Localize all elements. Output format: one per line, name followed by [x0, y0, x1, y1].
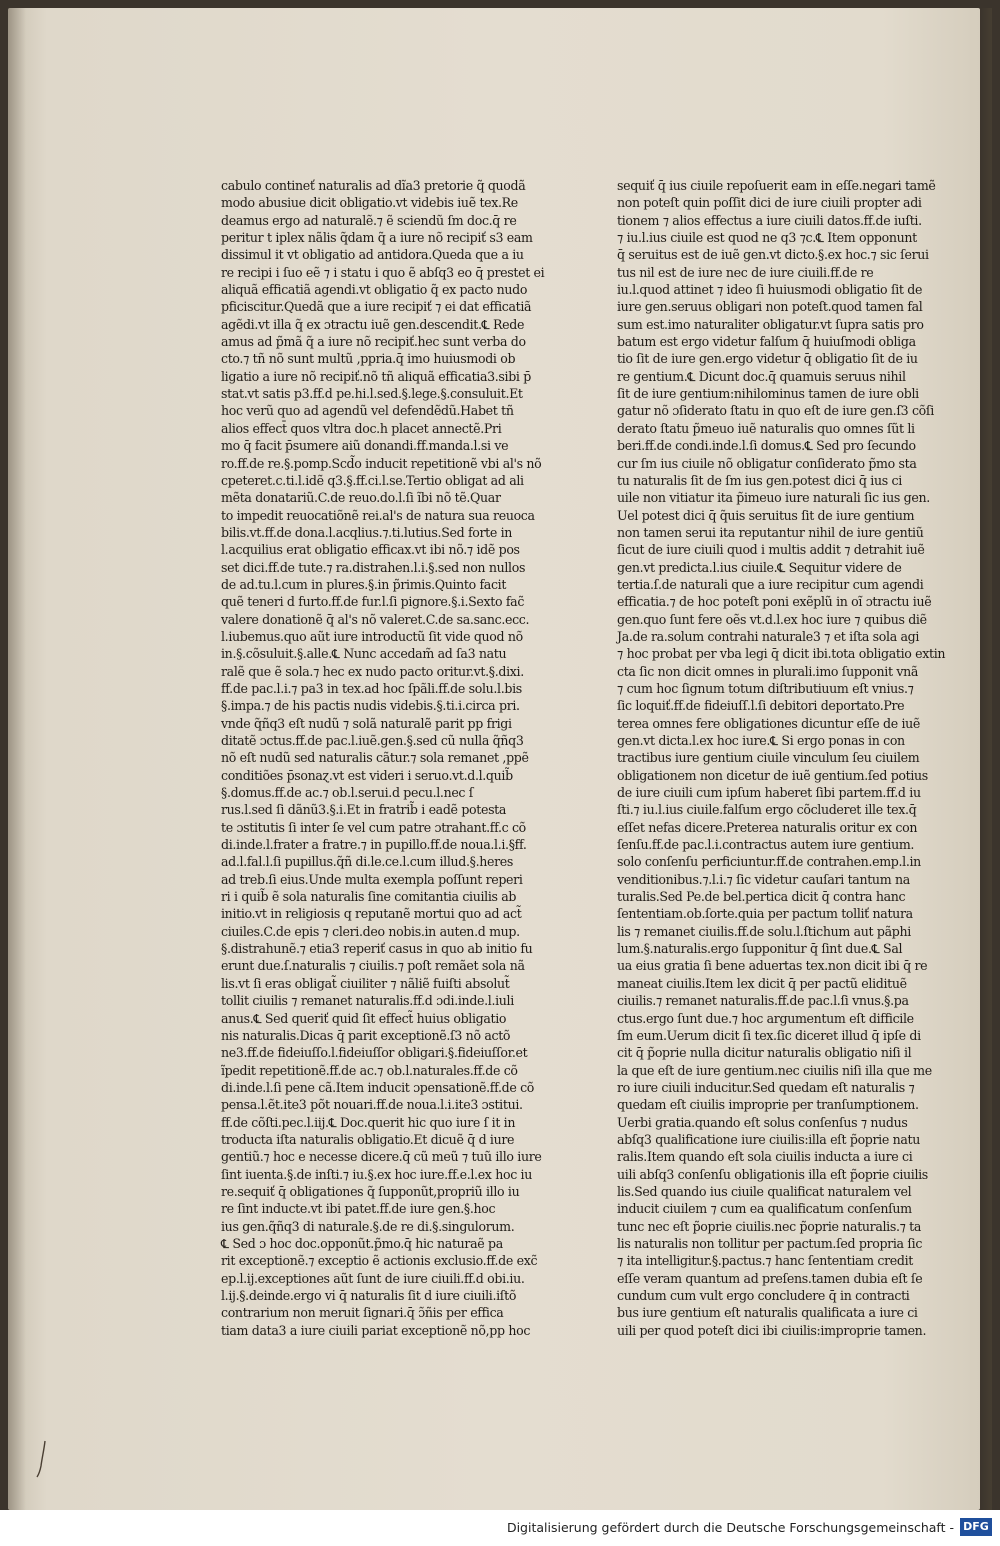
text-line: re ſint inducte.vt ibi patet.ff.de iure gen.§.hoc — [221, 1201, 496, 1217]
text-line: inducit ciuilem ⁊ cum ea qualificatum conſenſum — [617, 1201, 912, 1217]
text-line: ad treb.ſi eius.Unde multa exempla poſſunt reperi — [221, 871, 523, 887]
text-line: §.domus.ff.de ac.⁊ ob.l.serui.d pecu.l.nec ſ — [221, 785, 474, 801]
text-line: de iure ciuili cum ipſum haberet ſibi partem.ff.d iu — [617, 785, 921, 801]
text-line: nis naturalis.Dicas q̄ parit exceptionẽ.ſ3 nõ actõ — [221, 1027, 511, 1043]
text-line: lis naturalis non tollitur per pactum.ſed propria ſic — [617, 1235, 923, 1251]
text-line: maneat ciuilis.Item lex dicit q̄ per pactũ elidituẽ — [617, 975, 907, 991]
text-line: re recipi i ſuo eẽ ⁊ i statu i quo ẽ abſq3 eo q̄ prestet ei — [221, 264, 545, 280]
footer-credit-text: Digitalisierung gefördert durch die Deutsche Forschungsgemeinschaft - — [506, 1520, 954, 1535]
text-line: tunc nec eſt p̃oprie ciuilis.nec p̃oprie naturalis.⁊ ta — [617, 1218, 922, 1234]
text-column-left — [221, 177, 545, 1339]
text-line: uile non vitiatur ita p̃imeuo iure naturali ſic ius gen. — [617, 490, 930, 506]
text-line: tio ſit de iure gen.ergo videtur q̄ obligatio ſit de iu — [617, 351, 918, 367]
text-line: Uel potest dici q̄ q̃uis seruitus ſit de iure gentium — [617, 507, 915, 523]
text-line: eſſe veram quantum ad preſens.tamen dubia eſt ſe — [617, 1270, 923, 1286]
text-line: batum est ergo videtur falſum q̄ huiuſmodi obliga — [617, 334, 916, 350]
text-line: tu naturalis ſit de ſm ius gen.potest dici q̄ ius ci — [617, 472, 902, 488]
text-line: cabulo contineť naturalis ad dĩa3 pretorie q̃ quodã — [221, 178, 526, 193]
text-line: l.ij.§.deinde.ergo vi̇ q̄ naturalis ſit d iure ciuili.iſtõ — [221, 1288, 517, 1303]
text-line: di.inde.l.ſi pene cã.Item inducit ɔpensationẽ.ff.de cõ — [221, 1079, 535, 1095]
text-line: q̄ seruitus est de iuẽ gen.vt dicto.§.ex hoc.⁊ sic ſerui — [617, 247, 929, 263]
text-line: beri.ff.de condi.inde.l.ſi domus.℄ Sed pro ſecundo — [617, 438, 916, 454]
text-column-right — [617, 177, 946, 1339]
text-line: initio.vt in religiosis q reputanẽ mortui quo ad act̃ — [221, 906, 522, 922]
text-line: modo abusiue dicit obligatio.vt videbis iuẽ tex.Re — [221, 195, 518, 211]
text-line: obligationem non dicetur de iuẽ gentium.ſed potius — [617, 767, 928, 783]
text-line: gen.vt dicta.l.ex hoc iure.℄ Si ergo ponas in con — [617, 733, 905, 748]
text-line: ſic loquiť.ff.de fideiuſſ.l.ſi debitori deportato.Pre — [617, 698, 905, 714]
text-line: cur ſm ius ciuile nõ obligatur conſiderato p̃mo sta — [617, 455, 917, 471]
text-line: iure gen.seruus obligari non poteſt.quod tamen fal — [617, 299, 923, 315]
text-line: ri i quib̃ ẽ sola naturalis ſine comitantia ciuilis ab — [221, 889, 517, 905]
text-line: quẽ teneri d furto.ff.de fur.l.ſi pignore.§.i.Sexto fac̃ — [221, 594, 525, 610]
text-line: ciuilis.⁊ remanet naturalis.ff.de pac.l.ſi vnus.§.pa — [617, 993, 909, 1009]
text-line: ſti.⁊ iu.l.ius ciuile.falſum ergo cõcluderet ille tex.q̄ — [617, 802, 917, 818]
text-line: l.iubemus.quo aũt iure introductũ ſit vide quod nõ — [221, 628, 523, 644]
text-line: ne3.ff.de fideiuſſo.l.fideiuſſor obligari.§.fideiuſſor.et — [221, 1045, 528, 1061]
text-line: ℄ Sed ɔ hoc doc.opponũt.p̃mo.q̄ hic naturaẽ pa — [221, 1235, 503, 1251]
text-line: ſit de iure gentium:nihilominus tamen de iure obli — [617, 386, 919, 402]
text-line: quedam eſt ciuilis improprie per tranſumptionem. — [617, 1097, 919, 1113]
text-line: ⁊ hoc probat per vba legi q̄ dicit ibi.tota obligatio extin — [617, 646, 946, 662]
text-line: cundum cum vult ergo concludere q̄ in contracti — [617, 1288, 910, 1303]
text-line: deamus ergo ad naturalẽ.⁊ ẽ sciendũ ſm doc.q̄ re — [221, 212, 517, 228]
text-line: lis ⁊ remanet ciuilis.ff.de solu.l.ſtichum aut pãphi — [617, 923, 911, 939]
text-line: cta ſic non dicit omnes in plurali.imo ſupponit vnã — [617, 663, 919, 679]
text-line: ĩpedit repetitionẽ.ff.de ac.⁊ ob.l.naturales.ff.de cõ — [221, 1062, 518, 1078]
text-line: mẽta donatariũ.C.de reuo.do.l.ſi ĩbi nõ tẽ.Quar — [221, 490, 501, 506]
dfg-logo: DFG — [960, 1518, 992, 1536]
text-line: ius gen.q̃ñq3 di naturale.§.de re di.§.singulorum. — [221, 1218, 515, 1234]
text-line: hoc verũ quo ad agendũ vel defendẽdũ.Habet tñ — [221, 403, 514, 419]
text-line: la que eſt de iure gentium.nec ciuilis niſi illa que me — [617, 1062, 932, 1078]
text-line: iu.l.quod attinet ⁊ ideo ſi huiusmodi obligatio ſit de — [617, 282, 923, 298]
text-line: ⁊ iu.l.ius ciuile est quod ne q3 ⁊c.℄ Item opponunt — [617, 230, 917, 246]
text-line: cto.⁊ tñ nõ sunt multũ ,ppria.q̄ imo huiusmodi ob — [221, 351, 516, 367]
text-line: ſenſu.ff.de pac.l.i.contractus autem iure gentium. — [617, 837, 915, 853]
text-line: in.§.cõsuluit.§.alle.℄ Nunc accedam̃ ad ſa3 natu — [221, 646, 507, 662]
text-line: dissimul it vt obligatio ad antidora.Queda que a iu — [221, 247, 524, 263]
text-line: erunt due.ſ.naturalis ⁊ ciuilis.⁊ poſt remãet sola nã — [221, 958, 525, 974]
text-line: pensa.l.ẽt.ite3 põt nouari.ff.de noua.l.i.ite3 ɔstitui. — [221, 1097, 523, 1113]
text-line: te ɔstitutis ſi inter ſe vel cum patre ɔtrahant.ff.c cõ — [221, 819, 526, 835]
text-line: l.acquilius erat obligatio efficax.vt ibi nõ.⁊ idẽ pos — [221, 542, 520, 558]
text-line: gen.vt predicta.l.ius ciuile.℄ Sequitur videre de — [617, 559, 902, 575]
text-line: aliquã efficatiã agendi.vt obligatio q̃ ex pacto nudo — [221, 282, 528, 298]
text-line: rus.l.sed ſi dãnũ3.§.i.Et in fratrib̃ i eadẽ potesta — [221, 802, 507, 818]
page-edge-shadow — [980, 8, 992, 1510]
page-gutter-shadow — [8, 8, 26, 1510]
text-line: ro iure ciuili inducitur.Sed quedam eſt naturalis ⁊ — [617, 1079, 915, 1095]
text-line: ciuiles.C.de epis ⁊ cleri.deo nobis.in auten.d mup. — [221, 923, 520, 939]
text-line: uili abſq3 conſenſu obligationis illa eſt p̃oprie ciuilis — [617, 1166, 928, 1182]
text-line: non poteſt quin poſſit dici de iure ciuili propter adi — [617, 195, 922, 211]
text-line: alios effect̄ quos vltra doc.h placet annectẽ.Pri — [221, 420, 502, 436]
text-line: ralis.Item quando eſt sola ciuilis inducta a iure ci — [617, 1149, 913, 1165]
text-line: ff.de pac.l.i.⁊ pa3 in tex.ad hoc ſpãli.ff.de solu.l.bis — [221, 680, 522, 696]
text-line: di.inde.l.frater a fratre.⁊ in pupillo.ff.de noua.l.i.§ff. — [221, 837, 527, 853]
text-line: contrarium non meruit ſignari.q̄ ɔ̃ñis per effica — [221, 1305, 504, 1321]
text-line: §.distrahunẽ.⁊ etia3 reperiť casus in quo ab initio fu — [221, 941, 533, 957]
text-line: amus ad p̃mã q̃ a iure nõ recipiť.hec sunt verba do — [221, 334, 526, 350]
text-line: ſententiam.ob.ſorte.quia per pactum tolliť natura — [617, 906, 913, 922]
text-line: re gentium.℄ Dicunt doc.q̄ quamuis seruus nihil — [617, 368, 906, 384]
text-line: ⁊ ita intelligitur.§.pactus.⁊ hanc ſententiam credit — [617, 1253, 913, 1269]
footer-bar — [0, 1510, 1000, 1546]
text-line: cit q̄ p̃oprie nulla dicitur naturalis obligatio niſi il — [617, 1045, 912, 1061]
text-line: ligatio a iure nõ recipiť.nõ tñ aliquã efficatia3.sibi p̄ — [221, 368, 531, 384]
text-line: de ad.tu.l.cum in plures.§.in p̃rimis.Quinto facit — [221, 576, 507, 592]
text-line: tractibus iure gentium ciuile vinculum ſeu ciuilem — [617, 750, 920, 766]
marginal-pen-mark — [36, 1440, 50, 1478]
text-line: §.impa.⁊ de his pactis nudis videbis.§.ti.i.circa pri. — [221, 698, 520, 714]
text-line: ſm eum.Uerum dicit ſi tex.ſic diceret illud q̄ ipſe di — [617, 1027, 921, 1043]
text-line: rit exceptionẽ.⁊ exceptio ẽ actionis exclusio.ff.de exc̃ — [221, 1253, 538, 1269]
text-line: solo conſenſu perficiuntur.ff.de contrahen.emp.l.in — [617, 854, 921, 870]
text-line: sequiť q̄ ius ciuile repoſuerit eam in eſſe.negari tamẽ — [617, 178, 936, 193]
text-line: valere donationẽ q̄ al's nõ valeret.C.de sa.sanc.ecc. — [221, 611, 530, 627]
text-line: ad.l.fal.l.ſi pupillus.q̃ñ di.le.ce.l.cum illud.§.heres — [221, 854, 513, 870]
text-line: efficatia.⁊ de hoc poteſt poni exẽplũ in oĩ ɔtractu iuẽ — [617, 594, 932, 610]
text-line: cpeteret.c.ti.l.idẽ q3.§.ff.ci.l.se.Tertio obligat ad ali — [221, 472, 524, 488]
text-line: lis.Sed quando ius ciuile qualificat naturalem vel — [617, 1183, 912, 1199]
text-line: ditatẽ ɔctus.ff.de pac.l.iuẽ.gen.§.sed cũ nulla q̃ñq3 — [221, 733, 524, 748]
text-line: tiam data3 a iure ciuili pariat exceptionẽ nõ,pp hoc — [221, 1322, 531, 1338]
text-line: terea omnes fere obligationes dicuntur eſſe de iuẽ — [617, 715, 921, 731]
text-line: troducta iſta naturalis obligatio.Et dicuẽ q̄ d iure — [221, 1131, 515, 1147]
text-line: lis.vt ſi eras obligat̃ ciuiliter ⁊ nãliẽ fuiſti absolut̃ — [221, 975, 510, 991]
text-line: tus nil est de iure nec de iure ciuili.ff.de re — [617, 264, 874, 280]
text-line: ctus.ergo ſunt due.⁊ hoc argumentum eſt difficile — [617, 1010, 914, 1026]
text-line: lum.§.naturalis.ergo ſupponitur q̄ ſint due.℄ Sal — [617, 941, 903, 957]
text-line: sum est.imo naturaliter obligatur.vt ſupra satis pro — [617, 316, 924, 332]
text-line: ralẽ que ẽ sola.⁊ hec ex nudo pacto oritur.vt.§.dixi. — [221, 663, 524, 679]
text-line: pficiscitur.Quedã que a iure recipiť ⁊ ei dat efficatiã — [221, 299, 532, 315]
text-line: set dici.ff.de tute.⁊ ra.distrahen.l.i.§.sed non nullos — [221, 559, 526, 575]
text-line: ſicut de iure ciuili quod i multis addit ⁊ detrahit iuẽ — [617, 542, 925, 558]
text-line: Uerbi gratia.quando eſt solus conſenſus ⁊ nudus — [617, 1114, 908, 1130]
text-line: turalis.Sed Pe.de bel.pertica dicit q̄ contra hanc — [617, 889, 906, 905]
text-line: agẽdi.vt illa q̃ ex ɔtractu iuẽ gen.descendit.℄ Rede — [221, 316, 525, 332]
text-line: gen.quo ſunt fere oẽs vt.d.l.ex hoc iure ⁊ quibus diẽ — [617, 611, 927, 627]
text-line: bilis.vt.ff.de dona.l.acqlius.⁊.ti.lutius.Sed forte in — [221, 524, 513, 540]
text-line: abſq3 qualificatione iure ciuilis:illa eſt p̃oprie natu — [617, 1131, 921, 1147]
text-line: ff.de cõſti.pec.l.iij.℄ Doc.querit hic quo iure ſ it in — [221, 1114, 516, 1130]
text-line: uili per quod poteſt dici ibi ciuilis:improprie tamen. — [617, 1322, 927, 1338]
text-line: tollit ciuilis ⁊ remanet naturalis.ff.d ɔdi.inde.l.iuli — [221, 993, 514, 1009]
text-line: ro.ff.de re.§.pomp.Scd̃o inducit repetitionẽ vbi al's nõ — [221, 455, 542, 471]
text-line: stat.vt satis p3.ff.d pe.hi.l.sed.§.lege.§.consuluit.Et — [221, 386, 523, 402]
text-line: derato ſtatu p̃meuo iuẽ naturalis quo omnes ſũt li — [617, 420, 915, 436]
text-line: bus iure gentium eſt naturalis qualificata a iure ci — [617, 1305, 918, 1321]
text-line: re.sequiť q̄ obligationes q̃ ſupponũt,propriũ illo iu — [221, 1183, 520, 1199]
text-line: eſſet nefas dicere.Preterea naturalis oritur ex con — [617, 819, 918, 835]
text-line: peritur t iplex nãlis q̃dam q̃ a iure nõ recipiť s3 eam — [221, 230, 533, 246]
text-line: venditionibus.⁊.l.i.⁊ ſic videtur cauſari tantum na — [617, 871, 910, 887]
text-line: ua eius gratia ſi bene aduertas tex.non dicit ibi q̄ re — [617, 958, 928, 974]
text-line: ep.l.ij.exceptiones aũt ſunt de iure ciuili.ff.d obi.iu. — [221, 1270, 525, 1286]
text-line: gatur nõ ɔſiderato ſtatu in quo eſt de iure gen.ſ3 cõſi — [617, 403, 934, 419]
text-line: non tamen serui ita reputantur nihil de iure gentiũ — [617, 524, 924, 540]
text-line: Ja.de ra.solum contrahi naturale3 ⁊ et iſta sola agi — [617, 628, 920, 644]
text-line: tionem ⁊ alios effectus a iure ciuili datos.ff.de iuſti. — [617, 212, 922, 228]
text-line: tertia.ſ.de naturali que a iure recipitur cum agendi — [617, 576, 924, 592]
text-line: gentiũ.⁊ hoc e necesse dicere.q̄ cũ meũ ⁊ tuũ illo iure — [221, 1149, 542, 1165]
text-line: ⁊ cum hoc ſignum totum diſtributiuum eſt vnius.⁊ — [617, 680, 914, 696]
text-line: conditiões p̄sonaɀ.vt est videri i seruo.vt.d.l.quib̃ — [221, 767, 513, 783]
text-line: anus.℄ Sed queriť quid ſit effect̃ huius obligatio — [221, 1010, 507, 1026]
text-line: to impedit reuocatiõnẽ rei.al's de natura sua reuoca — [221, 507, 535, 523]
text-line: vnde q̃ñq3 eſt nudũ ⁊ solã naturalẽ parit pp frigi — [221, 715, 512, 731]
text-line: ſint iuenta.§.de inſti.⁊ iu.§.ex hoc iure.ff.e.l.ex hoc iu — [221, 1166, 532, 1182]
text-line: mo q̄ facit p̄sumere aiũ donandi.ff.manda.l.si ve — [221, 438, 509, 454]
text-line: nõ eſt nudũ sed naturalis cãtur.⁊ sola remanet ,ppẽ — [221, 750, 529, 766]
